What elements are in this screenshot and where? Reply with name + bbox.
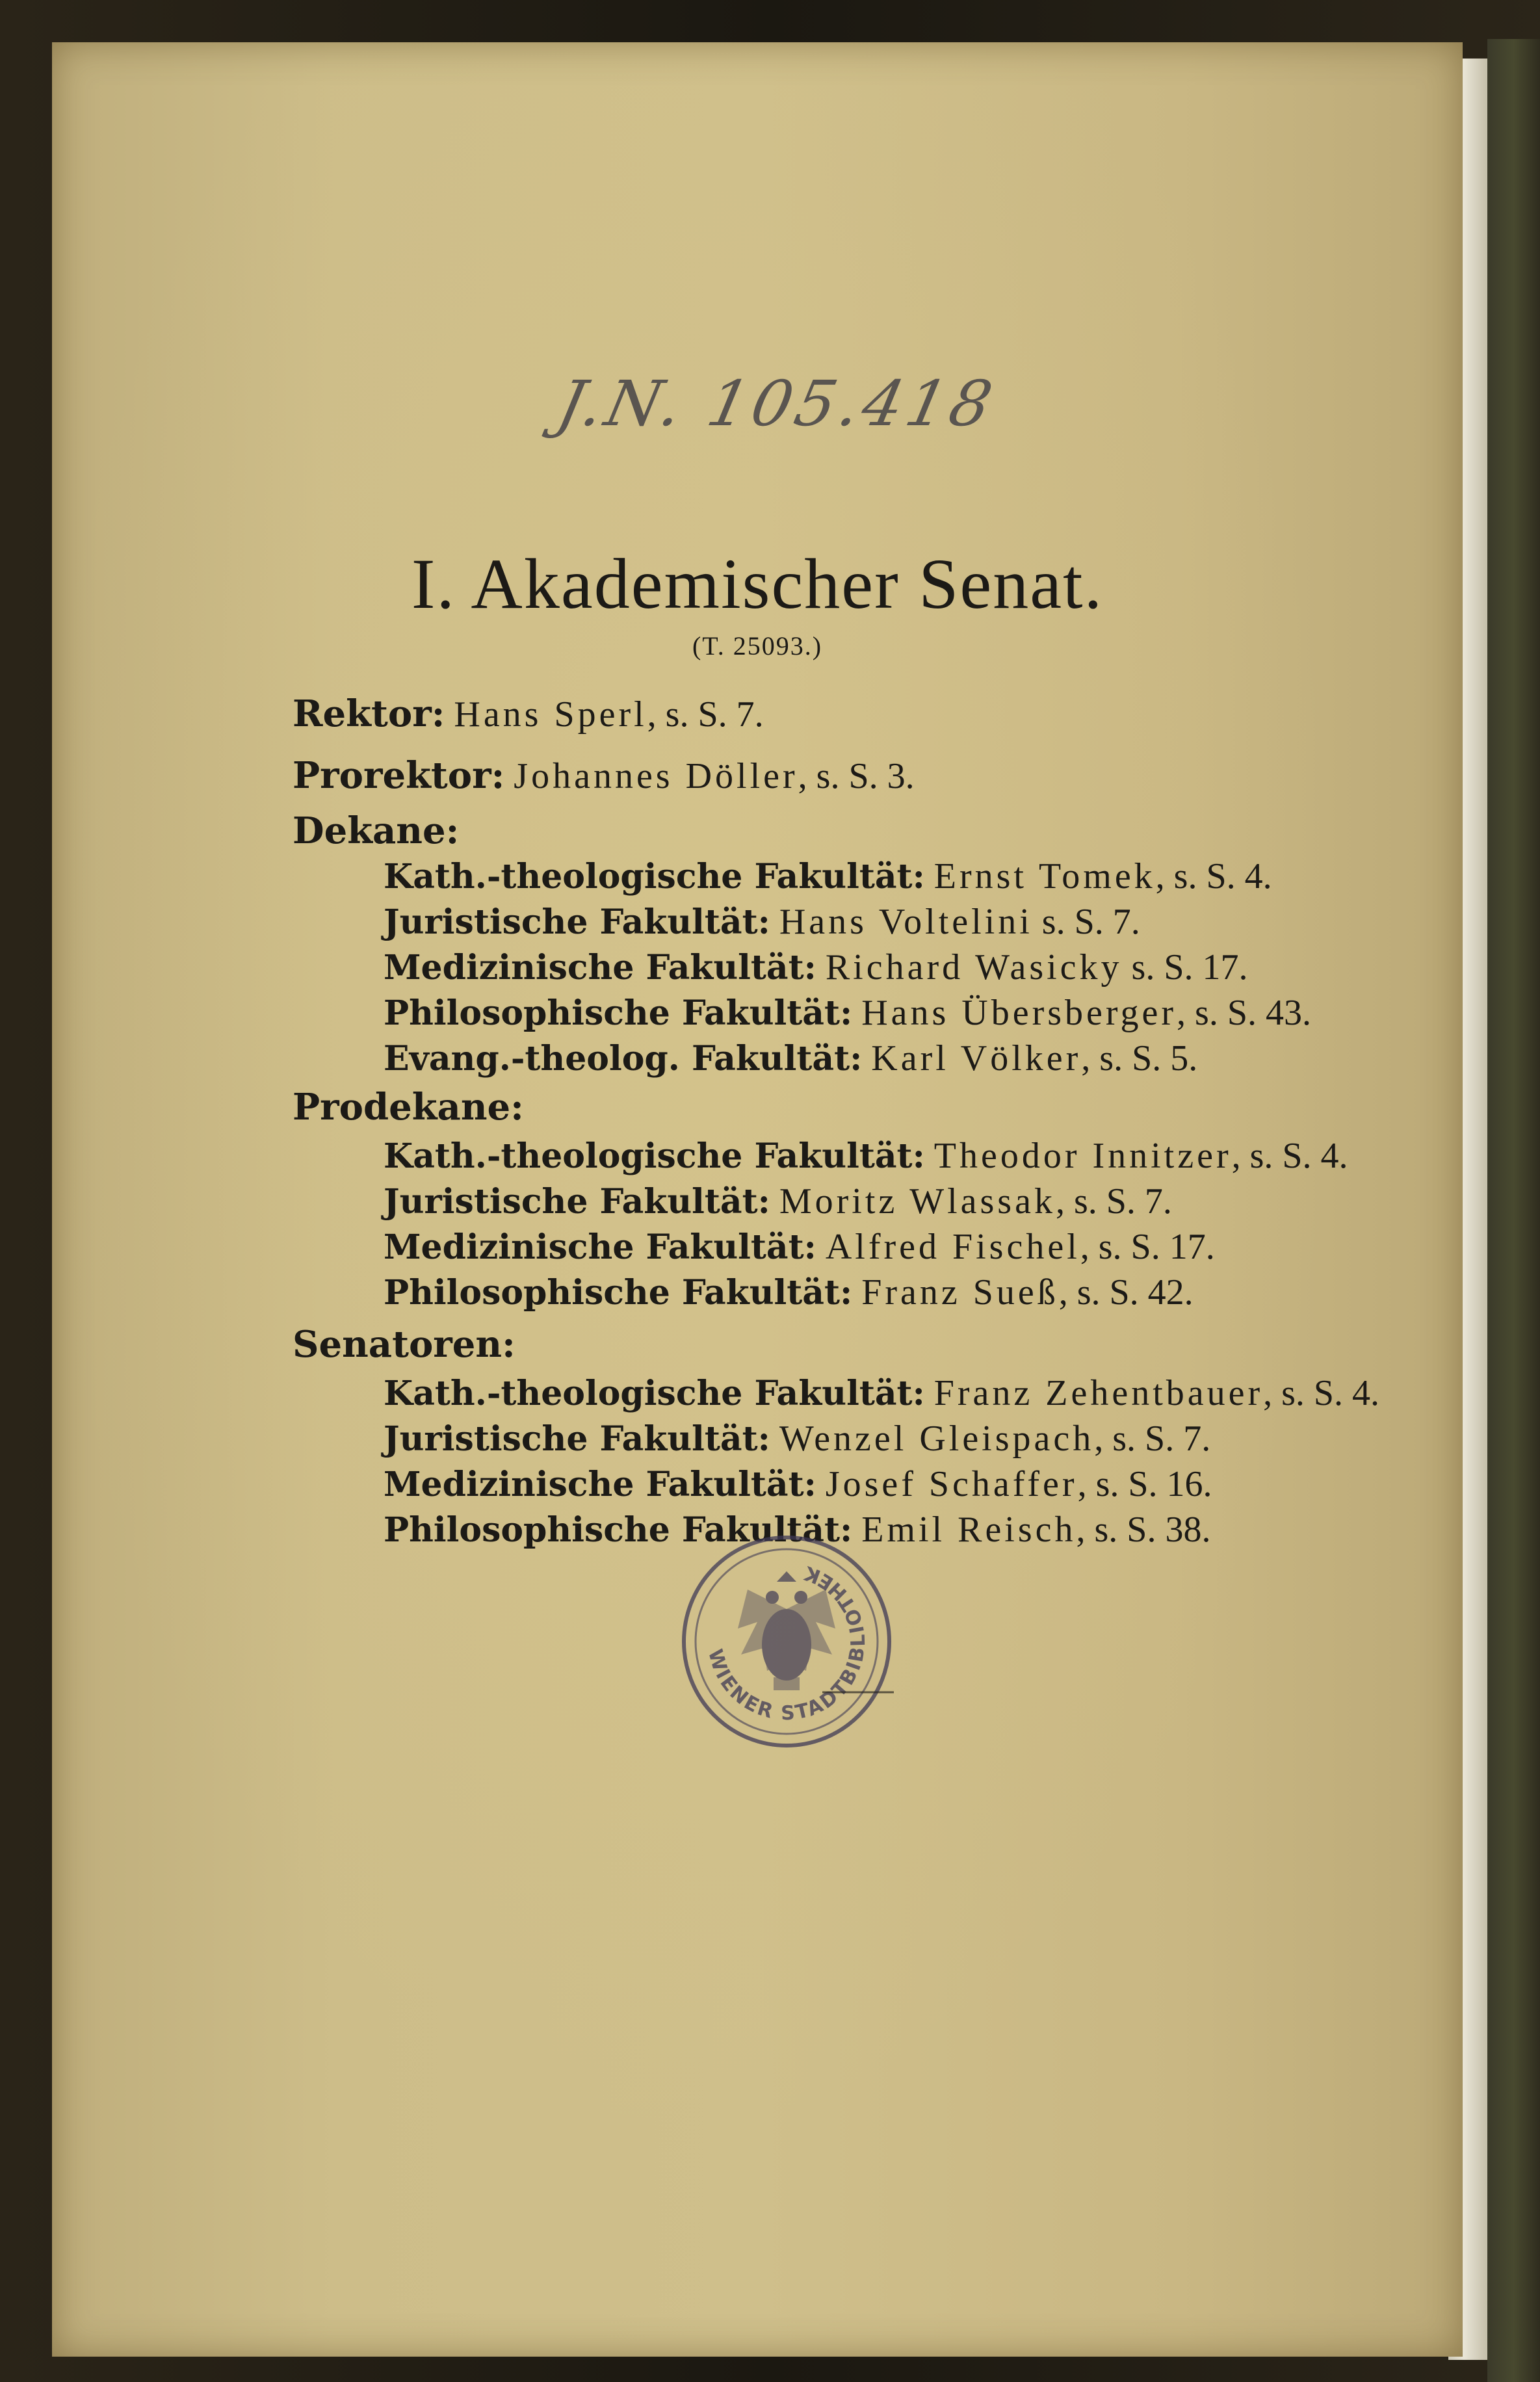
- page-ref: , s. S. 7.: [1055, 1181, 1172, 1222]
- faculty-label: Kath.-theologische Fakultät:: [384, 1374, 925, 1413]
- page-ref: , s. S. 7.: [1094, 1419, 1211, 1459]
- person-name: Hans Übersberger: [861, 993, 1177, 1033]
- library-stamp: [676, 1531, 897, 1752]
- person-name: Franz Sueß: [861, 1272, 1059, 1313]
- page-ref: , s. S. 42.: [1058, 1272, 1194, 1313]
- svg-text:WIENER STADTBIBLIOTHEK: WIENER STADTBIBLIOTHEK: [703, 1560, 870, 1725]
- page-title: I. Akademischer Senat.: [411, 544, 1104, 623]
- person-name: Wenzel Gleispach: [779, 1419, 1095, 1459]
- dekan-row: [384, 949, 1247, 986]
- person-name: Richard Wasicky: [825, 947, 1123, 988]
- prodekan-row: [384, 1274, 1194, 1311]
- person-name: Franz Zehentbauer: [933, 1373, 1264, 1413]
- person-name: Hans Voltelini: [779, 902, 1033, 942]
- prodekan-row: [384, 1229, 1215, 1265]
- page-subtitle: (T. 25093.): [692, 631, 823, 661]
- faculty-label: Medizinische Fakultät:: [384, 1465, 816, 1504]
- person-name: Josef Schaffer: [825, 1464, 1078, 1504]
- faculty-label: Kath.-theologische Fakultät:: [384, 857, 925, 897]
- faculty-label: Philosophische Fakultät:: [384, 1510, 853, 1550]
- faculty-label: Medizinische Fakultät:: [384, 1227, 816, 1267]
- page-ref: , s. S. 17.: [1080, 1227, 1215, 1267]
- document-page: [52, 42, 1463, 2357]
- page-ref: , s. S. 38.: [1076, 1510, 1211, 1550]
- rektor-name: Hans Sperl: [454, 694, 647, 735]
- faculty-label: Philosophische Fakultät:: [384, 1273, 853, 1313]
- senator-row: [384, 1375, 1379, 1411]
- prodekan-row: [384, 1138, 1348, 1174]
- faculty-label: Juristische Fakultät:: [384, 902, 770, 942]
- faculty-label: Evang.-theolog. Fakultät:: [384, 1039, 863, 1079]
- handwritten-shelfmark: J.N. 105.418: [551, 367, 1002, 440]
- page-ref: , s. S. 4.: [1263, 1373, 1380, 1413]
- page-ref: , s. S. 5.: [1081, 1038, 1198, 1079]
- prodekane-heading: Prodekane:: [293, 1086, 524, 1129]
- senator-row: [384, 1420, 1210, 1457]
- rektor-line: [293, 692, 764, 735]
- dekan-row: [384, 904, 1140, 940]
- prorektor-ref: , s. S. 3.: [798, 756, 915, 796]
- prorektor-name: Johannes Döller: [514, 756, 798, 796]
- page-ref: s. S. 17.: [1122, 947, 1248, 988]
- faculty-label: Medizinische Fakultät:: [384, 948, 816, 988]
- page-ref: , s. S. 4.: [1231, 1136, 1348, 1176]
- person-name: Ernst Tomek: [933, 856, 1156, 897]
- faculty-label: Kath.-theologische Fakultät:: [384, 1136, 925, 1176]
- page-ref: s. S. 7.: [1032, 902, 1140, 942]
- dekane-heading: Dekane:: [293, 809, 460, 852]
- faculty-label: Juristische Fakultät:: [384, 1419, 770, 1459]
- person-name: Moritz Wlassak: [779, 1181, 1056, 1222]
- dekan-row: [384, 1040, 1197, 1077]
- senator-row: [384, 1466, 1212, 1502]
- dekan-row: [384, 858, 1272, 895]
- prodekan-row: [384, 1183, 1172, 1220]
- faculty-label: Philosophische Fakultät:: [384, 993, 853, 1033]
- prorektor-label: Prorektor:: [293, 754, 505, 797]
- senatoren-heading: Senatoren:: [293, 1323, 516, 1366]
- prorektor-line: [293, 754, 915, 797]
- person-name: Theodor Innitzer: [933, 1136, 1232, 1176]
- person-name: Karl Völker: [871, 1038, 1082, 1079]
- rektor-label: Rektor:: [293, 692, 445, 735]
- person-name: Alfred Fischel: [825, 1227, 1080, 1267]
- rektor-ref: , s. S. 7.: [647, 694, 764, 735]
- adjacent-cover: [1487, 39, 1540, 2382]
- person-name: Emil Reisch: [861, 1510, 1077, 1550]
- page-ref: , s. S. 43.: [1177, 993, 1311, 1033]
- dekan-row: [384, 995, 1311, 1031]
- page-ref: , s. S. 16.: [1077, 1464, 1212, 1504]
- page-ref: , s. S. 4.: [1155, 856, 1272, 897]
- faculty-label: Juristische Fakultät:: [384, 1182, 770, 1222]
